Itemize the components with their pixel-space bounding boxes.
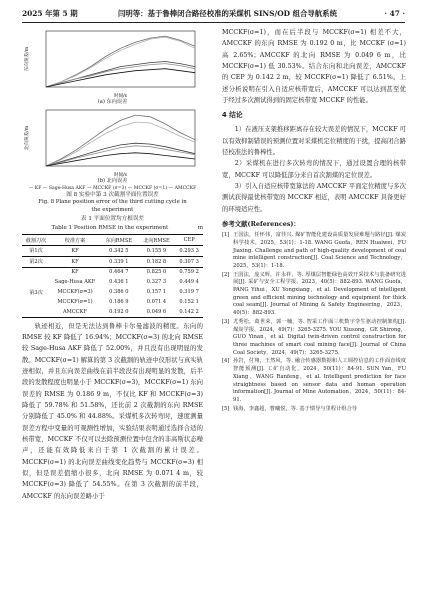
table-cell: KF xyxy=(50,267,100,277)
table-cell: 0.339 1 xyxy=(100,256,138,267)
table-cell: 0.071 4 xyxy=(146,298,167,305)
reference-item xyxy=(222,406,406,414)
left-column xyxy=(22,27,203,502)
subcaption-a: (a) 东向误差 xyxy=(97,99,128,105)
table-cell: 0.182 8 xyxy=(138,256,176,267)
table-cell: 0.157 1 xyxy=(146,289,167,296)
figure-caption-en-1: Fig. 8 Plane position error of the third cutting cycle in xyxy=(38,199,187,206)
table-cell: Sage-Husa AKF xyxy=(54,279,96,286)
table-cell: MCCKF(σ=3) xyxy=(57,289,93,296)
north-error-plot xyxy=(22,106,203,178)
reference-number: [1] xyxy=(222,232,230,239)
table-cell xyxy=(22,277,50,287)
table-cell: 第3次 xyxy=(29,289,43,296)
plot-frame xyxy=(46,110,195,166)
table-cell: MCCKF(σ=1) xyxy=(57,298,93,305)
table-cell: 0.327 3 xyxy=(146,279,167,286)
table-row xyxy=(22,287,203,297)
conclusion-3: 3）引入自适应核带宽算法的 AMCCKF 平面定位精度与多次测试获得最优核带宽的 MCCKF 相近，表明 AMCCKF 具备更好的环境适应性。 xyxy=(222,183,406,213)
running-title: 闫明等：基于鲁棒闭合路径校准的采煤机 SINS/OD 组合导航系统 xyxy=(118,9,337,18)
right-column xyxy=(222,27,406,414)
table-cell xyxy=(22,267,50,277)
series-line-0 xyxy=(46,36,195,87)
conclusion-2: 2）采煤机在进行多次转弯的情况下，通过设置合理的核带宽，MCCKF 可以降低部分来自首次割煤的定位误差。 xyxy=(222,160,406,179)
figure-caption-cn: 图 8 实验中第 3 次截割平面位置误差 xyxy=(66,192,159,198)
table-cell xyxy=(22,307,50,317)
table-cell: 0.319 7 xyxy=(179,289,199,296)
table-cell: 0.307 3 xyxy=(175,256,203,267)
series-line-2 xyxy=(46,62,195,88)
table-cell: 0.186 9 xyxy=(109,298,129,305)
plot-legend: — KF — Sage-Husa AKF — MCCKF (σ=3) — MCCKF (σ=1) — AMCCKF xyxy=(28,186,197,191)
reference-item xyxy=(222,272,406,318)
reference-item xyxy=(222,319,406,358)
reference-text: 尤秀松，葛世荣，郭一楠，等. 智采工作面三机数字孪生驱动控制架构[J]. 煤炭学报，2024，49(7)：3265-3275. YOU Xiusong，GE Shirong，GUO Yinan，et al. Digital twin-driven control construction for three machines of smart coal mining face[J]. Journal of China Coal Society，2024，49(7)：3265-3275. xyxy=(233,318,406,356)
running-header xyxy=(22,7,405,20)
section-title: 4 结论 xyxy=(222,111,243,120)
figure-8 xyxy=(22,27,203,192)
reference-text: 王国法，庞义辉，许永祥，等. 厚煤层智能绿色高效开采技术与装备研究进展[J]. 采矿与安全工程学报，2023，40(5)：882-893. WANG Guofa，PANG Yihui，XU Yongxiang，et al. Development of intelligent green and efficient mining technology and equipment for thick coal seam[J]. Journal of Mining & Safety Engineering，2023，40(5)：882-893. xyxy=(233,271,406,317)
table-cell xyxy=(22,297,50,307)
issue-label: 2025 年第 5 期 xyxy=(22,9,78,18)
subcaption-b: (b) 北向误差 xyxy=(97,178,128,184)
reference-item xyxy=(222,358,406,404)
table-header-cell: CEP xyxy=(175,235,203,246)
table-cell: 0.342 5 xyxy=(109,247,129,254)
x-axis-label: 时间/s xyxy=(113,94,128,99)
table-caption-en-text: Table 1 Position RMSE in the experiment xyxy=(51,225,169,232)
table-row xyxy=(22,297,203,307)
left-body-text: 轨迹相近，但是无法达到鲁棒卡尔曼滤波的精度。东向的 RMSE 较 KF 降低了 16.94%；MCCKF(σ=3) 的北向 RMSE 较 Sage-Husa AKF 降低了 52.00%，并且没有出现明显的发散。MCCKF(σ=1) 解算的第 3 次截割的轨迹中仪形状与真实轨迹相似，并且东向误差曲线在前半段没有出现明显的发散，后半段的发散程度也明显小于 MCCKF(σ=3)，MCCKF(σ=1) 东向误差的 RMSE 为 0.186 9 m，不仅比 KF 和 MCCKF(σ=3) 降低了 59.78% 和 51.58%，还比前 2 次截割的东向 RMSE 分别降低了 45.0% 和 44.88%。采煤机多次转弯时，速度测量误差方程中变量的可观测性增加，实验结果表明通过选择合适的核带宽，MCCKF 不仅可以去除预测位置中包含的非高斯状态噪声，还能有效降低来自于第 1 次截割的累计误差。MCCKF(σ=1) 的北向误差曲线变化趋势与 MCCKF(σ=3) 相似，但是误差值缩小很多，北向 RMSE 为 0.071 4 m，较 MCCKF(σ=3) 降低了 54.55%。在第 3 次截割的前半段，AMCCKF 的东向误差略小于 xyxy=(22,322,203,500)
rmse-table xyxy=(22,234,203,317)
table-caption-en xyxy=(22,225,203,232)
table-header-cell: 截割刀次 xyxy=(22,235,50,246)
table-row xyxy=(22,245,203,256)
table-cell: 0.152 1 xyxy=(179,298,199,305)
table-cell: KF xyxy=(71,247,79,254)
table-header-cell: 东向RMSE xyxy=(100,235,138,246)
right-body-text: MCCKF(σ=1)，而在后半段与 MCCKF(σ=1) 相差不大，AMCCKF 的东向 RMSE 为 0.192 0 m，比 MCCKF (σ=1) 高 2.65%；AMCCKF 的北向 RMSE 为 0.049 6 m，比 MCCKF(σ=1) 低 30.53%。结合东向和北向误差，AMCCKF 的 CEP 为 0.142 2 m，较 MCCKF(σ=1) 降低了 6.51%。上述分析说明在引入自适应核带宽后，AMCCKF 可以达到甚至优于经过多次测试得到的固定核带宽 MCCKF 的性能。 xyxy=(222,29,406,105)
series-line-3 xyxy=(46,64,195,87)
series-line-4 xyxy=(46,69,195,87)
table-row xyxy=(22,256,203,267)
table-cell: 0.142 2 xyxy=(175,307,203,317)
table-cell: 0.049 6 xyxy=(138,307,176,317)
table-row xyxy=(22,277,203,287)
table-cell: 0.192 0 xyxy=(100,307,138,317)
table-unit: m xyxy=(197,225,203,232)
reference-text: 钱海，李鑫超，曹曦悦，等. 基于惯导与里程计组合导 xyxy=(233,405,358,412)
table-cell: 0.436 1 xyxy=(109,279,129,286)
table-cell: KF xyxy=(50,256,100,267)
references-title: 参考文献(References)： xyxy=(222,220,300,229)
table-row xyxy=(22,307,203,317)
figure-caption-en-2: the experiment xyxy=(91,206,134,213)
y-axis-label: 东向误差/m xyxy=(25,46,30,72)
table-cell: 0.825 0 xyxy=(138,267,176,277)
table-cell: 0.293 3 xyxy=(179,247,199,254)
reference-text: 王国法，任怀伟，富佳兴. 煤矿智能化建设高质量发展难题与路径[J]. 煤炭科学技术，2025，53(1)：1-18. WANG Guofa，REN Huaiwei，FU Jiaxing. Challenge and path of high-quality development of coal mine intelligent construction[J]. Coal Science and Technology，2025，53(1)：1-18. xyxy=(233,232,406,269)
x-axis-label: 时间/s xyxy=(113,173,128,178)
reference-number: [2] xyxy=(222,271,230,278)
header-rule xyxy=(22,22,405,23)
table-header-cell: 校准方案 xyxy=(50,235,100,246)
y-axis-label: 北向误差/m xyxy=(25,125,30,151)
reference-item xyxy=(222,232,406,271)
reference-list xyxy=(222,232,406,413)
reference-text: 孙岩，付翔，王然风，等. 融合传感器数据和人工调控信息的工作面直线度智能预测[J]. 工矿自动化，2024，50(11)：84-91. SUN Yan，FU Xiang，WANG Ranfeng，et al. Intelligent prediction for face straightness based on sensor data and human operation information[J]. Journal of Mine Automation，2024，50(11)：84-91. xyxy=(233,358,406,403)
table-cell: 0.155 9 xyxy=(146,247,167,254)
table-header-cell: 北向RMSE xyxy=(138,235,176,246)
series-line-1 xyxy=(46,37,195,87)
reference-number: [3] xyxy=(222,318,230,325)
table-cell: 0.464 7 xyxy=(100,267,138,277)
table-cell: 0.449 4 xyxy=(179,279,199,286)
table-header-row xyxy=(22,235,203,246)
table-cell: 0.759 2 xyxy=(175,267,203,277)
table-cell: 第2次 xyxy=(22,256,50,267)
table-caption-cn: 表 1 平面位置均方根误差 xyxy=(80,215,145,222)
conclusion-1: 1）在液压支架推移距离存在较大误差的情况下，MCCKF 可以有效抑制错误的预测位置对采煤机定位精度的干扰，提高闭合路径校准法的鲁棒性。 xyxy=(222,126,406,157)
series-line-0 xyxy=(46,115,195,166)
table-cell: AMCCKF xyxy=(50,307,100,317)
reference-number: [5] xyxy=(222,405,230,412)
east-error-plot xyxy=(22,27,203,99)
page-number: · 47 · xyxy=(384,9,405,18)
reference-number: [4] xyxy=(222,358,230,365)
table-row xyxy=(22,267,203,277)
table-cell: 第1次 xyxy=(29,248,43,255)
table-cell: 0.386 0 xyxy=(109,289,129,296)
